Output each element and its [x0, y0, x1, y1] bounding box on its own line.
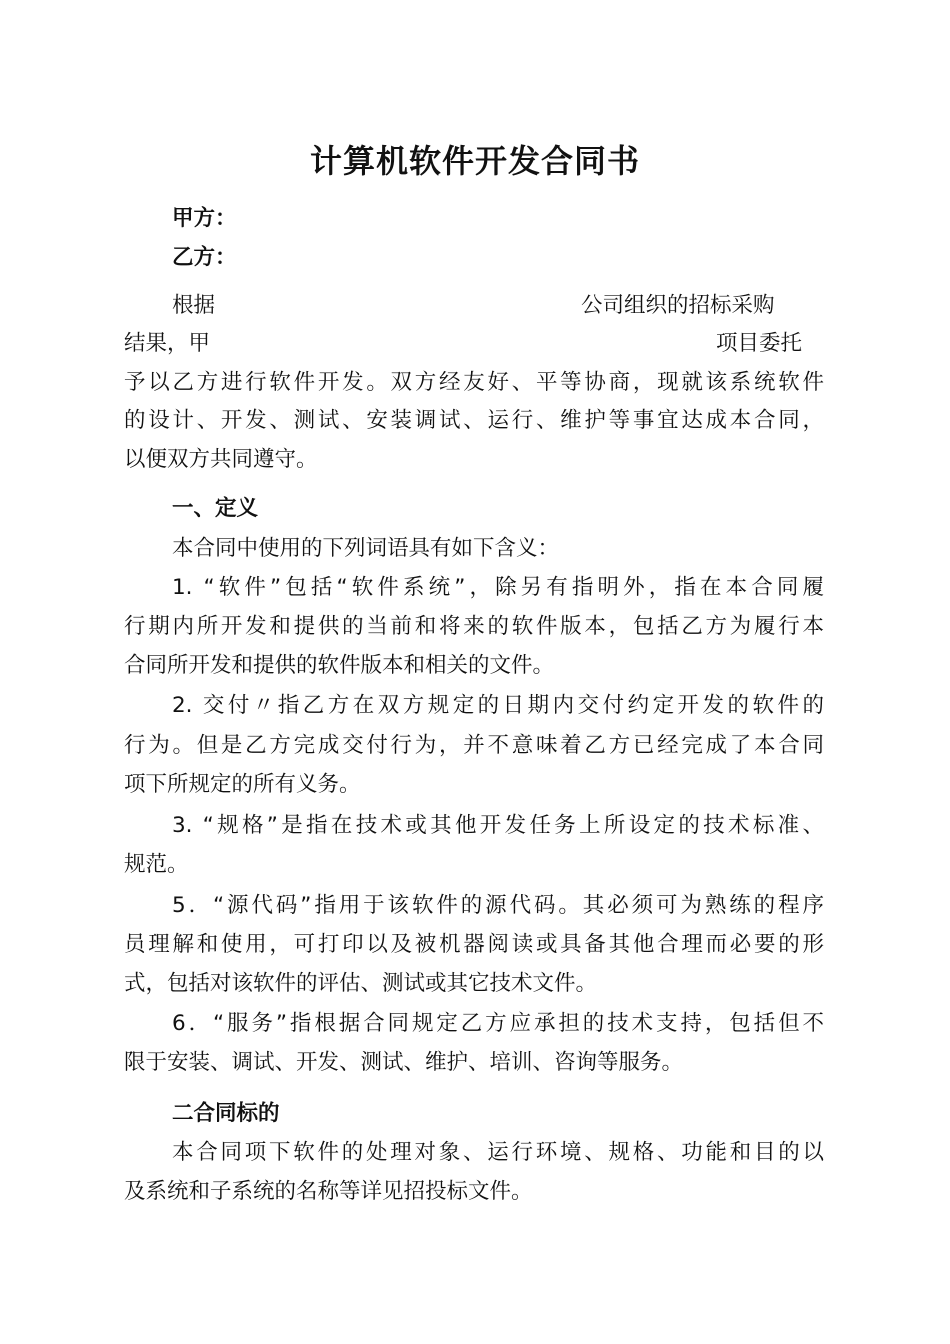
intro-line-2-right: 项目委托: [716, 331, 803, 356]
intro-line-5: 以便双方共同遵守。: [124, 447, 318, 472]
definition-5-line-1: 5．“源代码”指用于该软件的源代码。其必须可为熟练的程序: [172, 893, 824, 918]
definition-2-line-3: 项下所规定的所有义务。: [124, 772, 361, 797]
section-2-line-2: 及系统和子系统的名称等详见招投标文件。: [124, 1179, 533, 1204]
intro-line-1-right: 公司组织的招标采购: [581, 293, 775, 318]
intro-line-4: 的设计、开发、测试、安装调试、运行、维护等事宜达成本合同，: [124, 408, 824, 433]
definition-5-line-3: 式，包括对该软件的评估、测试或其它技术文件。: [124, 971, 598, 996]
document-title: 计算机软件开发合同书: [309, 142, 640, 180]
definition-3-line-1: 3. “规格”是指在技术或其他开发任务上所设定的技术标准、: [172, 813, 824, 838]
section-1-heading: 一、定义: [172, 496, 259, 521]
definition-6-line-2: 限于安装、调试、开发、测试、维护、培训、咨询等服务。: [124, 1050, 684, 1075]
definition-3-line-2: 规范。: [124, 852, 189, 877]
definition-1-line-3: 合同所开发和提供的软件版本和相关的文件。: [124, 653, 555, 678]
party-b-label: 乙方：: [172, 245, 237, 270]
definition-1-line-2: 行期内所开发和提供的当前和将来的软件版本，包括乙方为履行本: [124, 614, 824, 639]
intro-line-1-left: 根据: [172, 293, 216, 318]
definition-2-line-1: 2. 交付〃指乙方在双方规定的日期内交付约定开发的软件的: [172, 693, 824, 718]
definition-6-line-1: 6．“服务”指根据合同规定乙方应承担的技术支持，包括但不: [172, 1011, 824, 1036]
definition-2-line-2: 行为。但是乙方完成交付行为，并不意味着乙方已经完成了本合同: [124, 733, 824, 758]
section-2-line-1: 本合同项下软件的处理对象、运行环境、规格、功能和目的以: [172, 1140, 824, 1165]
intro-line-2-left: 结果，甲: [124, 331, 211, 356]
section-2-heading: 二合同标的: [172, 1101, 280, 1126]
definition-1-line-1: 1. “软件”包括“软件系统”，除另有指明外，指在本合同履: [172, 575, 824, 600]
intro-line-3: 予以乙方进行软件开发。双方经友好、平等协商，现就该系统软件: [124, 370, 824, 395]
section-1-lead: 本合同中使用的下列词语具有如下含义：: [172, 536, 560, 561]
definition-5-line-2: 员理解和使用，可打印以及被机器阅读或具备其他合理而必要的形: [124, 932, 824, 957]
party-a-label: 甲方：: [172, 206, 237, 231]
